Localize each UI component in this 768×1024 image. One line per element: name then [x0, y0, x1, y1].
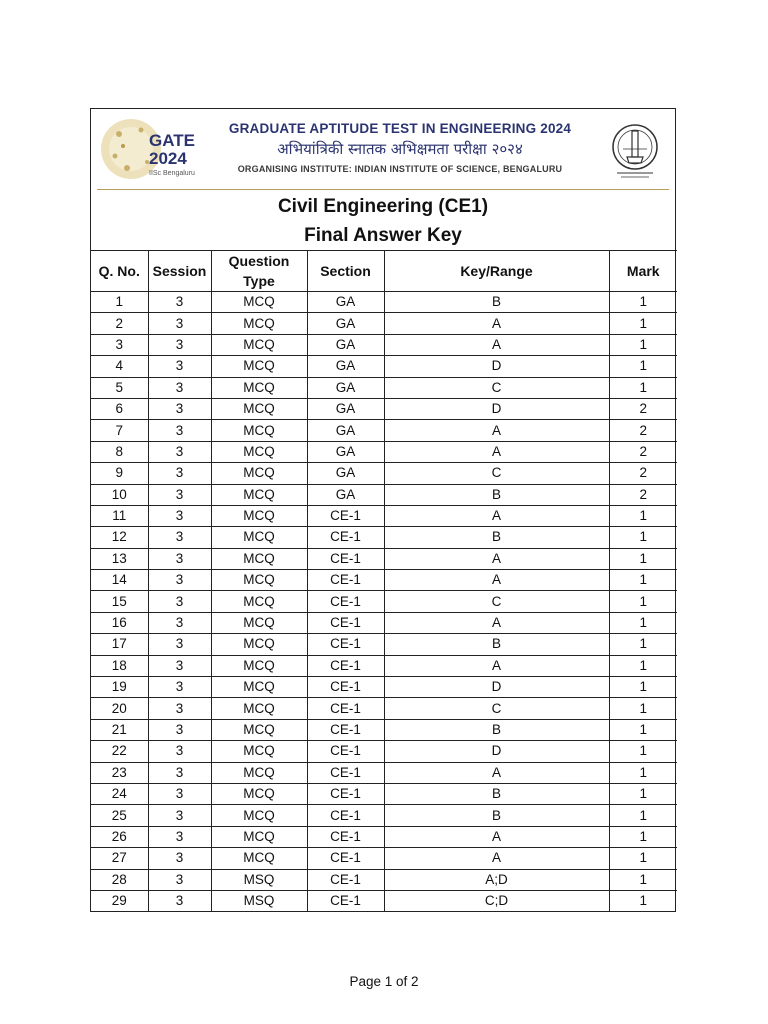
cell-section: CE-1 [307, 805, 384, 826]
cell-mark: 1 [609, 890, 677, 911]
cell-session: 3 [148, 334, 211, 355]
gate-logo-text-bottom: 2024 [149, 149, 187, 168]
cell-mark: 1 [609, 334, 677, 355]
cell-key-range: C [384, 591, 609, 612]
table-row [91, 805, 677, 826]
cell-question-type: MCQ [211, 826, 307, 847]
cell-session: 3 [148, 313, 211, 334]
cell-qno: 2 [91, 313, 148, 334]
cell-session: 3 [148, 741, 211, 762]
cell-qno: 16 [91, 612, 148, 633]
cell-qno: 1 [91, 292, 148, 313]
cell-question-type: MCQ [211, 292, 307, 313]
cell-session: 3 [148, 591, 211, 612]
table-header-row [91, 251, 677, 292]
cell-qno: 5 [91, 377, 148, 398]
cell-qno: 4 [91, 356, 148, 377]
table-body [91, 292, 677, 912]
table-row [91, 484, 677, 505]
gate-logo-caption: IISc Bengaluru [149, 170, 195, 177]
cell-mark: 1 [609, 719, 677, 740]
cell-qno: 10 [91, 484, 148, 505]
cell-question-type: MCQ [211, 484, 307, 505]
cell-question-type: MCQ [211, 719, 307, 740]
cell-section: CE-1 [307, 548, 384, 569]
cell-key-range: D [384, 741, 609, 762]
cell-mark: 1 [609, 634, 677, 655]
table-row [91, 356, 677, 377]
cell-section: CE-1 [307, 677, 384, 698]
cell-key-range: B [384, 634, 609, 655]
cell-section: CE-1 [307, 719, 384, 740]
title-block [91, 190, 675, 250]
cell-question-type: MCQ [211, 463, 307, 484]
cell-section: GA [307, 484, 384, 505]
cell-section: GA [307, 334, 384, 355]
cell-qno: 15 [91, 591, 148, 612]
cell-mark: 2 [609, 420, 677, 441]
cell-section: CE-1 [307, 655, 384, 676]
cell-mark: 2 [609, 441, 677, 462]
cell-qno: 19 [91, 677, 148, 698]
gate-2024-logo [101, 112, 201, 186]
cell-mark: 1 [609, 805, 677, 826]
cell-session: 3 [148, 783, 211, 804]
table-row [91, 420, 677, 441]
col-header-question-type [211, 251, 307, 292]
cell-question-type: MCQ [211, 634, 307, 655]
gate-banner [97, 109, 669, 190]
cell-question-type: MCQ [211, 591, 307, 612]
cell-question-type: MCQ [211, 398, 307, 419]
cell-mark: 1 [609, 505, 677, 526]
cell-session: 3 [148, 890, 211, 911]
table-row [91, 612, 677, 633]
cell-key-range: A [384, 570, 609, 591]
cell-qno: 14 [91, 570, 148, 591]
answer-key-table [91, 250, 677, 911]
table-row [91, 548, 677, 569]
cell-section: CE-1 [307, 634, 384, 655]
cell-mark: 1 [609, 826, 677, 847]
cell-qno: 25 [91, 805, 148, 826]
cell-section: CE-1 [307, 612, 384, 633]
table-row [91, 398, 677, 419]
cell-key-range: D [384, 677, 609, 698]
cell-question-type: MCQ [211, 377, 307, 398]
cell-key-range: A;D [384, 869, 609, 890]
cell-section: GA [307, 420, 384, 441]
table-row [91, 591, 677, 612]
cell-section: CE-1 [307, 783, 384, 804]
cell-key-range: D [384, 356, 609, 377]
cell-question-type: MCQ [211, 441, 307, 462]
cell-qno: 28 [91, 869, 148, 890]
cell-session: 3 [148, 356, 211, 377]
cell-question-type: MCQ [211, 655, 307, 676]
cell-qno: 3 [91, 334, 148, 355]
cell-question-type: MCQ [211, 548, 307, 569]
table-row [91, 848, 677, 869]
cell-session: 3 [148, 484, 211, 505]
cell-key-range: C [384, 463, 609, 484]
cell-mark: 1 [609, 741, 677, 762]
table-row [91, 741, 677, 762]
cell-mark: 1 [609, 377, 677, 398]
cell-key-range: D [384, 398, 609, 419]
banner-text [215, 121, 585, 174]
cell-key-range: A [384, 334, 609, 355]
col-header-session: Session [148, 251, 211, 292]
cell-qno: 7 [91, 420, 148, 441]
cell-section: GA [307, 313, 384, 334]
page-number: Page 1 of 2 [349, 974, 419, 989]
cell-mark: 1 [609, 356, 677, 377]
table-row [91, 527, 677, 548]
answer-key-sheet [90, 108, 676, 912]
table-row [91, 377, 677, 398]
cell-key-range: A [384, 655, 609, 676]
cell-key-range: A [384, 762, 609, 783]
cell-question-type: MCQ [211, 698, 307, 719]
cell-key-range: B [384, 719, 609, 740]
cell-session: 3 [148, 869, 211, 890]
cell-key-range: C [384, 377, 609, 398]
cell-qno: 12 [91, 527, 148, 548]
cell-session: 3 [148, 292, 211, 313]
cell-question-type: MCQ [211, 612, 307, 633]
table-row [91, 313, 677, 334]
cell-key-range: C [384, 698, 609, 719]
cell-key-range: A [384, 505, 609, 526]
organising-institute: ORGANISING INSTITUTE: INDIAN INSTITUTE OF SCIENCE, BENGALURU [237, 164, 563, 174]
cell-section: GA [307, 398, 384, 419]
cell-session: 3 [148, 677, 211, 698]
cell-section: GA [307, 441, 384, 462]
table-row [91, 570, 677, 591]
cell-qno: 6 [91, 398, 148, 419]
cell-session: 3 [148, 634, 211, 655]
cell-session: 3 [148, 527, 211, 548]
cell-question-type: MCQ [211, 527, 307, 548]
cell-key-range: B [384, 783, 609, 804]
table-row [91, 869, 677, 890]
col-header-question-type-line1: Question [228, 253, 290, 269]
cell-qno: 17 [91, 634, 148, 655]
cell-qno: 23 [91, 762, 148, 783]
table-row [91, 698, 677, 719]
cell-mark: 1 [609, 869, 677, 890]
cell-question-type: MCQ [211, 505, 307, 526]
cell-section: GA [307, 377, 384, 398]
table-row [91, 655, 677, 676]
cell-session: 3 [148, 548, 211, 569]
cell-session: 3 [148, 805, 211, 826]
cell-qno: 27 [91, 848, 148, 869]
cell-question-type: MCQ [211, 848, 307, 869]
table-row [91, 334, 677, 355]
cell-key-range: A [384, 848, 609, 869]
cell-mark: 1 [609, 548, 677, 569]
table-row [91, 677, 677, 698]
cell-session: 3 [148, 719, 211, 740]
cell-qno: 22 [91, 741, 148, 762]
cell-mark: 2 [609, 463, 677, 484]
cell-key-range: A [384, 441, 609, 462]
table-row [91, 634, 677, 655]
cell-question-type: MCQ [211, 570, 307, 591]
cell-question-type: MSQ [211, 869, 307, 890]
col-header-qno: Q. No. [91, 251, 148, 292]
exam-title-hindi: अभियांत्रिकी स्नातक अभिक्षमता परीक्षा २०२४ [277, 140, 523, 158]
cell-qno: 21 [91, 719, 148, 740]
cell-qno: 13 [91, 548, 148, 569]
cell-qno: 20 [91, 698, 148, 719]
cell-mark: 1 [609, 698, 677, 719]
cell-mark: 1 [609, 655, 677, 676]
cell-section: CE-1 [307, 741, 384, 762]
cell-section: CE-1 [307, 505, 384, 526]
exam-title-english: GRADUATE APTITUDE TEST IN ENGINEERING 2024 [228, 121, 572, 136]
cell-session: 3 [148, 762, 211, 783]
cell-section: GA [307, 356, 384, 377]
cell-session: 3 [148, 612, 211, 633]
cell-mark: 1 [609, 292, 677, 313]
cell-key-range: A [384, 313, 609, 334]
table-row [91, 505, 677, 526]
cell-question-type: MCQ [211, 356, 307, 377]
cell-key-range: A [384, 612, 609, 633]
table-row [91, 783, 677, 804]
cell-question-type: MCQ [211, 677, 307, 698]
cell-section: CE-1 [307, 527, 384, 548]
cell-section: CE-1 [307, 890, 384, 911]
cell-section: CE-1 [307, 826, 384, 847]
cell-mark: 2 [609, 398, 677, 419]
cell-mark: 1 [609, 612, 677, 633]
answer-key-title: Final Answer Key [304, 225, 462, 246]
table-row [91, 719, 677, 740]
table-row [91, 463, 677, 484]
col-header-key-range: Key/Range [384, 251, 609, 292]
cell-mark: 1 [609, 783, 677, 804]
cell-section: CE-1 [307, 570, 384, 591]
cell-mark: 1 [609, 591, 677, 612]
paper-title: Civil Engineering (CE1) [277, 196, 489, 217]
gate-logo-text-top: GATE [149, 131, 195, 150]
col-header-question-type-line2: Type [243, 273, 275, 289]
cell-section: GA [307, 292, 384, 313]
cell-question-type: MSQ [211, 890, 307, 911]
cell-mark: 1 [609, 570, 677, 591]
cell-mark: 1 [609, 848, 677, 869]
col-header-section: Section [307, 251, 384, 292]
cell-session: 3 [148, 377, 211, 398]
cell-qno: 11 [91, 505, 148, 526]
cell-session: 3 [148, 698, 211, 719]
cell-key-range: A [384, 420, 609, 441]
cell-mark: 1 [609, 677, 677, 698]
cell-question-type: MCQ [211, 420, 307, 441]
cell-qno: 8 [91, 441, 148, 462]
cell-question-type: MCQ [211, 313, 307, 334]
cell-section: CE-1 [307, 762, 384, 783]
cell-session: 3 [148, 570, 211, 591]
cell-question-type: MCQ [211, 334, 307, 355]
cell-question-type: MCQ [211, 741, 307, 762]
cell-session: 3 [148, 441, 211, 462]
cell-key-range: B [384, 805, 609, 826]
table-row [91, 762, 677, 783]
cell-key-range: A [384, 826, 609, 847]
cell-qno: 18 [91, 655, 148, 676]
cell-key-range: B [384, 292, 609, 313]
cell-section: CE-1 [307, 848, 384, 869]
cell-session: 3 [148, 398, 211, 419]
cell-qno: 24 [91, 783, 148, 804]
table-row [91, 292, 677, 313]
cell-session: 3 [148, 505, 211, 526]
cell-key-range: B [384, 484, 609, 505]
table-row [91, 441, 677, 462]
col-header-mark: Mark [609, 251, 677, 292]
cell-section: CE-1 [307, 698, 384, 719]
cell-section: GA [307, 463, 384, 484]
cell-qno: 9 [91, 463, 148, 484]
cell-section: CE-1 [307, 591, 384, 612]
cell-mark: 2 [609, 484, 677, 505]
cell-question-type: MCQ [211, 762, 307, 783]
cell-mark: 1 [609, 313, 677, 334]
cell-session: 3 [148, 826, 211, 847]
cell-qno: 26 [91, 826, 148, 847]
cell-section: CE-1 [307, 869, 384, 890]
cell-session: 3 [148, 848, 211, 869]
cell-qno: 29 [91, 890, 148, 911]
cell-mark: 1 [609, 762, 677, 783]
cell-session: 3 [148, 420, 211, 441]
iisc-emblem-icon [603, 119, 667, 183]
cell-question-type: MCQ [211, 805, 307, 826]
table-row [91, 826, 677, 847]
cell-mark: 1 [609, 527, 677, 548]
cell-key-range: A [384, 548, 609, 569]
cell-question-type: MCQ [211, 783, 307, 804]
cell-key-range: C;D [384, 890, 609, 911]
table-row [91, 890, 677, 911]
cell-session: 3 [148, 463, 211, 484]
cell-session: 3 [148, 655, 211, 676]
cell-key-range: B [384, 527, 609, 548]
